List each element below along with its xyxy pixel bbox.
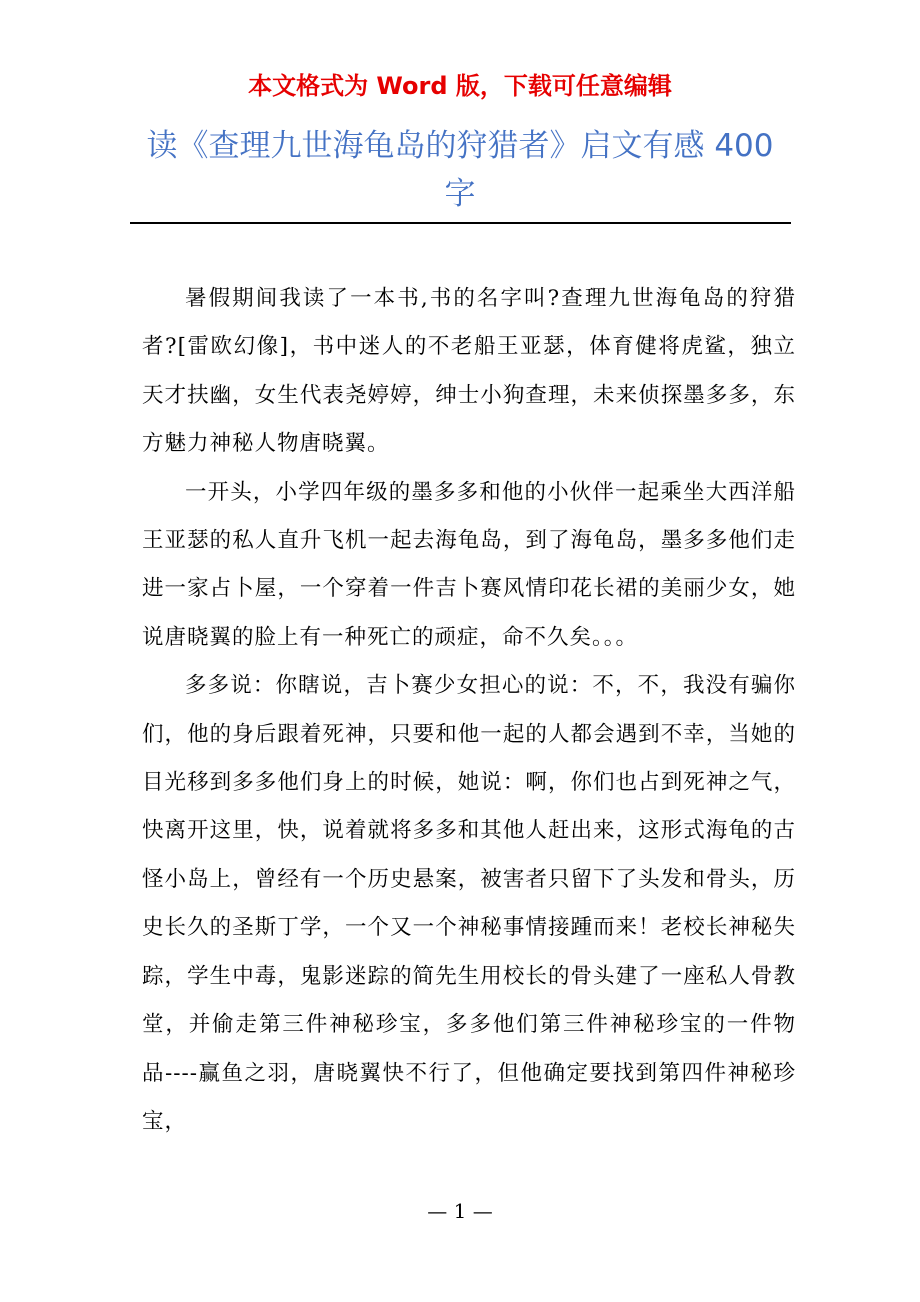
title-divider: [130, 222, 791, 224]
page-number: — 1 —: [427, 1199, 493, 1223]
paragraph: 多多说：你瞎说，吉卜赛少女担心的说：不，不，我没有骗你们，他的身后跟着死神，只要和他一起的人都会遇到不幸，当她的目光移到多多他们身上的时候，她说：啊，你们也占到死神之气，快离开这里，快，说着就将多多和其他人赶出来，这形式海龟的古怪小岛上，曾经有一个历史悬案，被害者只留下了头发和骨头，历史长久的圣斯丁学，一个又一个神秘事情接踵而来！老校长神秘失踪，学生中毒，鬼影迷踪的简先生用校长的骨头建了一座私人骨教堂，并偷走第三件神秘珍宝，多多他们第三件神秘珍宝的一件物品----赢鱼之羽，唐晓翼快不行了，但他确定要找到第四件神秘珍宝，: [142, 673, 796, 1134]
format-banner: 本文格式为 Word 版，下载可任意编辑: [248, 72, 672, 100]
document-title: 读《查理九世海龟岛的狩猎者》启文有感 400 字: [146, 128, 774, 212]
paragraph: 一开头，小学四年级的墨多多和他的小伙伴一起乘坐大西洋船王亚瑟的私人直升飞机一起去海龟岛，到了海龟岛，墨多多他们走进一家占卜屋，一个穿着一件吉卜赛风情印花长裙的美丽少女，她说唐晓翼的脸上有一种死亡的顽症，命不久矣。。。: [142, 479, 796, 650]
paragraph: 暑假期间我读了一本书,书的名字叫?查理九世海龟岛的狩猎者?[雷欧幻像]，书中迷人的不老船王亚瑟，体育健将虎鲨，独立天才扶幽，女生代表尧婷婷，绅士小狗查理，未来侦探墨多多，东方魅力神秘人物唐晓翼。: [142, 286, 796, 457]
document-body: [142, 275, 796, 1146]
